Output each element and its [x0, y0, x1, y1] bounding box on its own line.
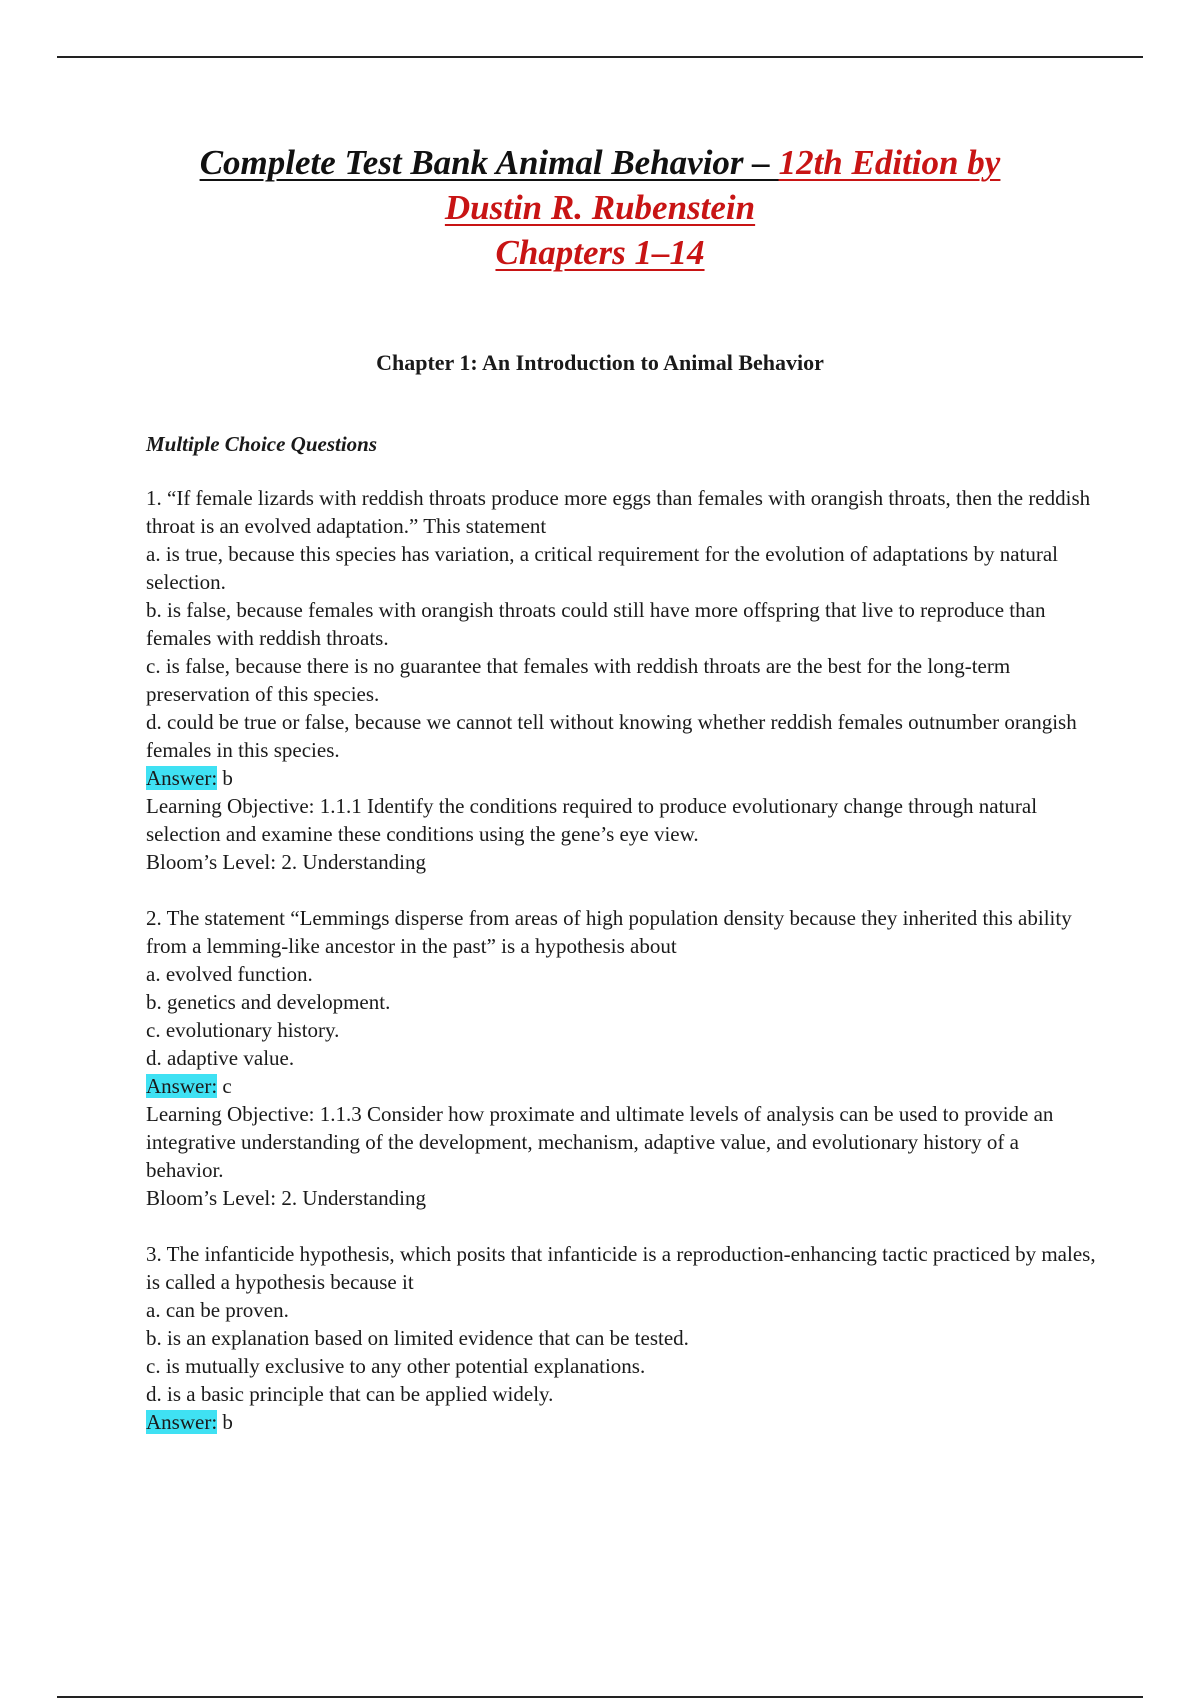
option-c: c. is false, because there is no guarantee that females with reddish throats are the best for the long-term preservation of this species.: [146, 654, 1011, 706]
answer-line: [146, 1408, 1096, 1436]
question-2: [146, 904, 1096, 1212]
answer-label: Answer:: [146, 766, 218, 790]
option-b: b. is false, because females with orangish throats could still have more offspring that live to reproduce than females with reddish throats.: [146, 598, 1046, 650]
option-c: c. evolutionary history.: [146, 1018, 340, 1042]
answer-line: [146, 1072, 1096, 1100]
question-stem: 2. The statement “Lemmings disperse from areas of high population density because they inherited this ability from a lemming-like ancestor in the past” is a hypothesis about: [146, 906, 1072, 958]
answer-label: Answer:: [146, 1410, 218, 1434]
option-c: c. is mutually exclusive to any other potential explanations.: [146, 1354, 646, 1378]
question-list: [146, 430, 1096, 1464]
title-line-2: Dustin R. Rubenstein: [444, 188, 756, 227]
section-heading: Multiple Choice Questions: [146, 432, 378, 456]
chapter-heading: Chapter 1: An Introduction to Animal Behavior: [376, 350, 824, 375]
answer-value: c: [217, 1074, 232, 1098]
option-b: b. genetics and development.: [146, 990, 391, 1014]
blooms-level: Bloom’s Level: 2. Understanding: [146, 1186, 426, 1210]
option-a: a. evolved function.: [146, 962, 313, 986]
question-stem: 3. The infanticide hypothesis, which posits that infanticide is a reproduction-enhancing tactic practiced by males, is called a hypothesis because it: [146, 1242, 1096, 1294]
question-1: [146, 484, 1096, 876]
answer-value: b: [217, 1410, 233, 1434]
question-stem: 1. “If female lizards with reddish throats produce more eggs than females with orangish throats, then the reddish throat is an evolved adaptation.” This statement: [146, 486, 1091, 538]
option-d: d. is a basic principle that can be applied widely.: [146, 1382, 554, 1406]
title-line-3: Chapters 1–14: [495, 233, 705, 272]
answer-label: Answer:: [146, 1074, 218, 1098]
blooms-level: Bloom’s Level: 2. Understanding: [146, 850, 426, 874]
top-rule: [57, 56, 1143, 58]
question-3: [146, 1240, 1096, 1436]
answer-value: b: [217, 766, 233, 790]
answer-line: [146, 764, 1096, 792]
option-b: b. is an explanation based on limited evidence that can be tested.: [146, 1326, 689, 1350]
option-a: a. can be proven.: [146, 1298, 289, 1322]
title-line-1: Complete Test Bank Animal Behavior – 12th Edition by: [199, 143, 1001, 182]
option-d: d. could be true or false, because we cannot tell without knowing whether reddish females outnumber orangish females in this species.: [146, 710, 1077, 762]
bottom-rule: [57, 1696, 1143, 1698]
option-a: a. is true, because this species has variation, a critical requirement for the evolution of adaptations by natural selection.: [146, 542, 1059, 594]
learning-objective: Learning Objective: 1.1.3 Consider how proximate and ultimate levels of analysis can be used to provide an integrative understanding of the development, mechanism, adaptive value, and evolutionary history of a behavior.: [146, 1102, 1054, 1182]
learning-objective: Learning Objective: 1.1.1 Identify the conditions required to produce evolutionary change through natural selection and examine these conditions using the gene’s eye view.: [146, 794, 1038, 846]
document-title: [0, 140, 1200, 275]
option-d: d. adaptive value.: [146, 1046, 295, 1070]
